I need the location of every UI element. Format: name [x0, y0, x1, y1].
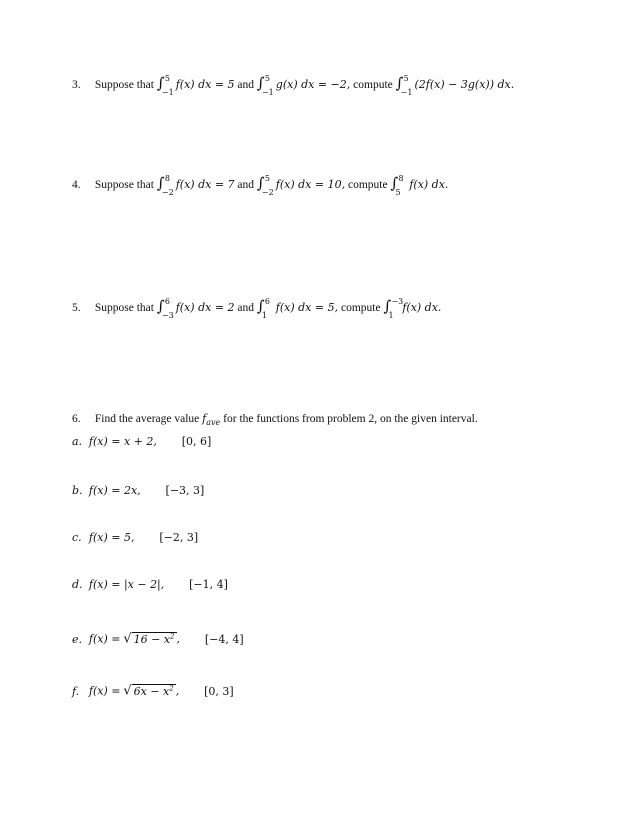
problem-action: compute [353, 79, 393, 91]
integral-expression: (2f(x) − 3g(x)) dx. [414, 78, 515, 91]
part-label: e. [72, 632, 83, 646]
part-a [72, 434, 211, 450]
part-d [72, 577, 228, 593]
part-c [72, 530, 198, 546]
part-function: f(x) = [88, 632, 121, 646]
problem-3 [72, 74, 515, 98]
integral-sign: ∫ 6 1 [256, 297, 270, 321]
part-label: f. [72, 684, 80, 698]
part-interval: [−2, 3] [159, 531, 199, 544]
problem-number: 3. [72, 79, 81, 91]
problem-lead: Suppose that [94, 179, 154, 191]
integral-expression: f(x) dx. [402, 301, 442, 314]
part-label: a. [72, 435, 83, 448]
part-b [72, 483, 204, 499]
f-ave-symbol: $f_{ave}$ [202, 412, 221, 428]
integral-expression: f(x) dx = 2 [175, 301, 235, 314]
part-interval: [0, 3] [204, 684, 234, 698]
part-e [72, 628, 244, 648]
integral-expression: f(x) dx = 7 [175, 178, 235, 191]
part-interval: [−3, 3] [165, 484, 205, 497]
part-function: f(x) = 5, [88, 531, 135, 544]
part-function: f(x) = [88, 684, 121, 698]
problem-number: 5. [72, 302, 81, 314]
problem-text: for the functions from problem 2, on the given interval. [223, 413, 478, 425]
problem-lead: Suppose that [94, 79, 154, 91]
integral-sign: ∫ −3 1 [383, 297, 404, 321]
part-f [72, 680, 234, 700]
sqrt-symbol: √ [123, 631, 132, 647]
problem-join: and [237, 79, 255, 91]
problem-action: compute [347, 179, 388, 191]
problem-number: 4. [72, 179, 81, 191]
problem-6 [72, 411, 478, 431]
problem-number: 6. [72, 413, 81, 425]
integral-sign: ∫ 5 −1 [156, 74, 174, 98]
part-label: b. [72, 484, 83, 497]
integral-sign: ∫ 5 −1 [256, 74, 274, 98]
integral-expression: f(x) dx. [409, 178, 449, 191]
part-function: f(x) = x + 2, [88, 435, 157, 448]
radicand: $6x - x^2$ [133, 684, 174, 698]
problem-lead: Suppose that [94, 302, 154, 314]
problem-action: compute [340, 302, 381, 314]
part-label: c. [72, 531, 82, 544]
problem-join: and [237, 302, 255, 314]
part-interval: [−4, 4] [204, 632, 244, 646]
integral-expression: f(x) dx = 5 [175, 78, 235, 91]
integral-sign: ∫ 5 −2 [256, 174, 274, 198]
radicand: $16 - x^2$ [133, 632, 175, 646]
integral-sign: ∫ 6 −3 [156, 297, 174, 321]
problem-join: and [237, 179, 255, 191]
part-function-tail: , [175, 684, 180, 698]
part-interval: [0, 6] [181, 435, 212, 448]
integral-expression: f(x) dx = 10, [275, 178, 346, 191]
integral-sign: ∫ 5 −1 [395, 74, 413, 98]
integral-sign: ∫ 8 −2 [156, 174, 174, 198]
part-interval: [−1, 4] [189, 578, 228, 591]
problem-4 [72, 174, 449, 198]
integral-expression: g(x) dx = −2, [275, 78, 351, 91]
part-function: f(x) = |x − 2|, [88, 578, 165, 591]
problem-text: Find the average value [94, 413, 200, 425]
sqrt-symbol: √ [123, 683, 132, 699]
problem-5 [72, 297, 442, 321]
integral-sign: ∫ 8 5 [390, 174, 404, 198]
part-function-tail: , [176, 632, 181, 646]
integral-expression: f(x) dx = 5, [275, 301, 339, 314]
part-label: d. [72, 578, 83, 591]
part-function: f(x) = 2x, [88, 484, 141, 497]
